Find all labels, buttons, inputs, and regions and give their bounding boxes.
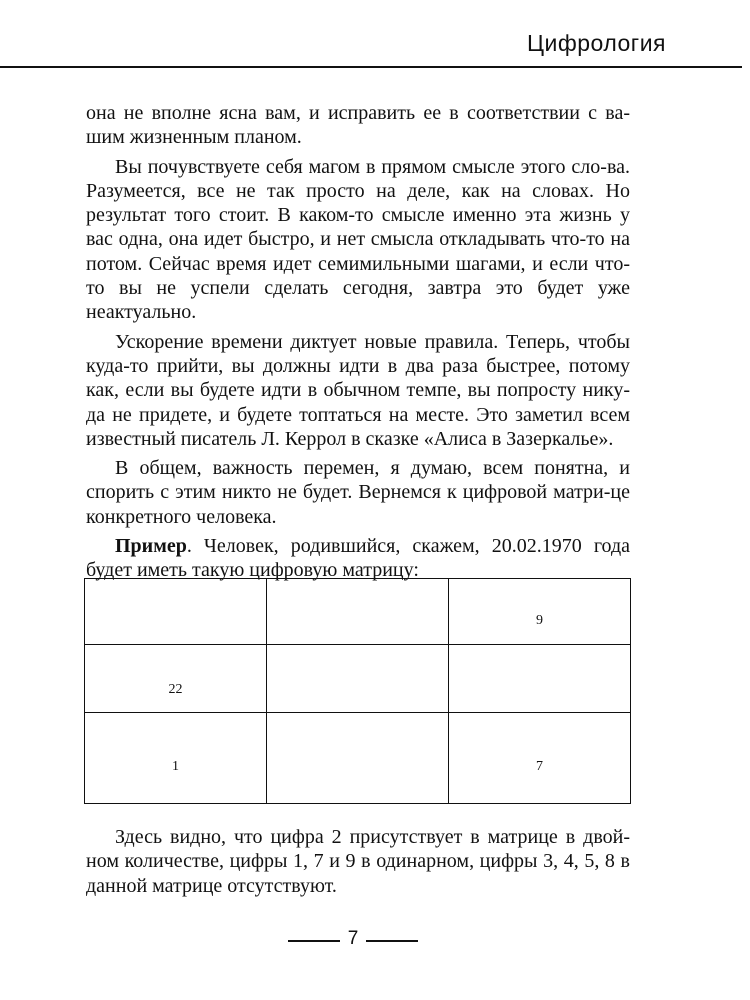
paragraph-4: В общем, важность перемен, я думаю, всем понятна, и спорить с этим никто не будет. Вернемся к цифровой матри-це конкретного человека. (86, 457, 630, 528)
matrix-row (85, 713, 631, 804)
matrix-cell (85, 645, 267, 713)
matrix-cell (85, 579, 267, 645)
header-rule (0, 66, 742, 68)
matrix-cell (267, 579, 449, 645)
matrix-cell (85, 713, 267, 804)
example-text: . Человек, родившийся, скажем, 20.02.1970 года будет иметь такую цифровую матрицу: (86, 535, 630, 582)
paragraph-1: она не вполне ясна вам, и исправить ее в соответствии с ва-шим жизненным планом. (86, 102, 630, 149)
footer-rule-right (366, 940, 418, 942)
body-text (86, 101, 630, 588)
page-number: 7 (347, 928, 359, 949)
matrix-cell-value: 9 (536, 613, 543, 628)
paragraph-2: Вы почувствуете себя магом в прямом смысле этого сло-ва. Разумеется, все не так просто на деле, как на словах. Но результат того стоит. В каком-то смысле именно эта жизнь у вас одна, она идет быстро, и нет смысла откладывать что-то на потом. Сейчас время идет семимильными шагами, и если что-то вы не успели сделать сегодня, завтра это будет уже неактуально. (86, 155, 630, 324)
page-footer (288, 928, 418, 952)
matrix-cell-value: 7 (536, 759, 543, 774)
conclusion-paragraph: Здесь видно, что цифра 2 присутствует в матрице в двой-ном количестве, цифры 1, 7 и 9 в одинарном, цифры 3, 4, 5, 8 в данной матрице отсутствуют. (86, 826, 630, 897)
matrix-cell (449, 579, 631, 645)
paragraph-3: Ускорение времени диктует новые правила. Теперь, чтобы куда-то прийти, вы должны идти в два раза быстрее, потому как, если вы будете идти в обычном темпе, вы попросту нику-да не придете, и будете топтаться на месте. Это заметил всем известный писатель Л. Кеppол в сказке «Алиса в Зазеркалье». (86, 330, 630, 450)
matrix-cell (267, 713, 449, 804)
matrix-cell (449, 713, 631, 804)
matrix-row (85, 579, 631, 645)
matrix-cell-value: 1 (172, 759, 179, 774)
conclusion-text (86, 825, 630, 903)
running-header-title: Цифрология (526, 30, 666, 56)
matrix-cell (267, 645, 449, 713)
matrix-cell (449, 645, 631, 713)
matrix-cell-value: 22 (168, 682, 183, 697)
example-paragraph (86, 534, 630, 583)
example-lead: Пример (115, 535, 187, 558)
digit-matrix (84, 578, 631, 804)
matrix-row (85, 645, 631, 713)
